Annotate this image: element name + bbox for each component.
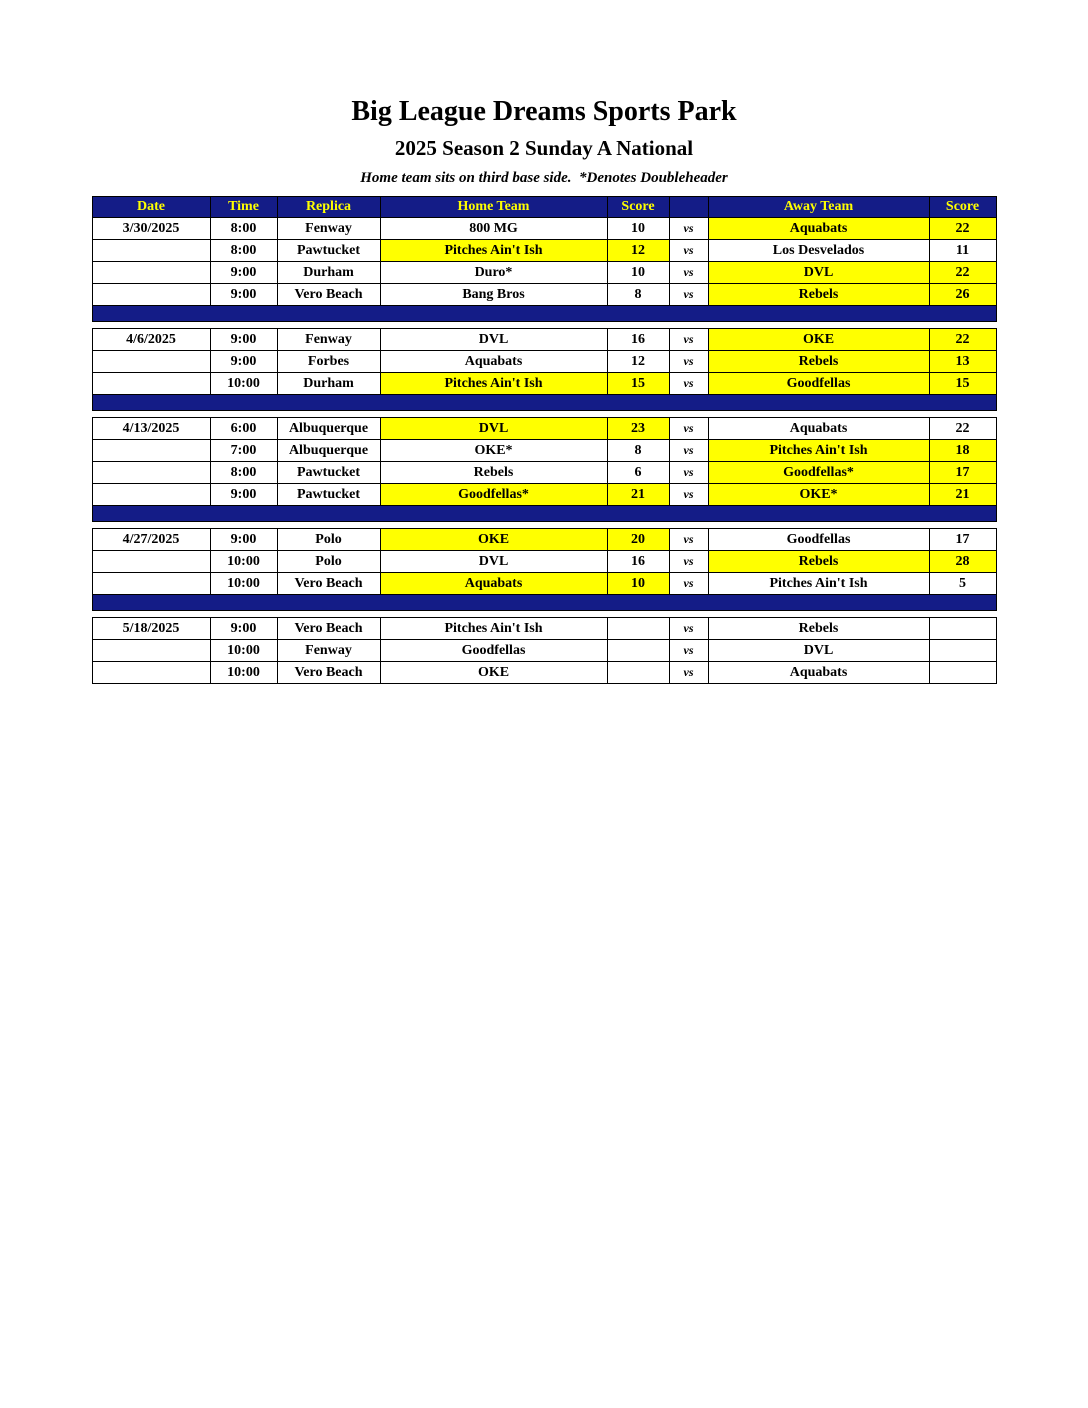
separator-fill <box>92 395 996 411</box>
group-gap <box>92 522 996 529</box>
time-cell: 9:00 <box>210 618 277 640</box>
home-score-cell: 10 <box>607 218 669 240</box>
replica-cell: Durham <box>277 373 380 395</box>
replica-cell: Polo <box>277 551 380 573</box>
schedule-row <box>92 484 996 506</box>
vs-cell: vs <box>669 462 708 484</box>
home-team-cell: Rebels <box>380 462 607 484</box>
away-team-cell: Rebels <box>708 351 929 373</box>
home-score-cell: 12 <box>607 351 669 373</box>
away-score-cell: 21 <box>929 484 996 506</box>
group-separator-band <box>92 506 996 522</box>
replica-cell: Pawtucket <box>277 462 380 484</box>
time-cell: 9:00 <box>210 351 277 373</box>
away-team-cell: OKE <box>708 329 929 351</box>
schedule-body <box>92 218 996 684</box>
away-team-cell: Aquabats <box>708 662 929 684</box>
group-gap <box>92 611 996 618</box>
schedule-table <box>92 196 997 684</box>
date-cell <box>92 484 210 506</box>
away-team-cell: DVL <box>708 640 929 662</box>
date-cell <box>92 551 210 573</box>
away-team-cell: Rebels <box>708 551 929 573</box>
home-team-cell: OKE* <box>380 440 607 462</box>
schedule-row <box>92 351 996 373</box>
away-score-cell: 22 <box>929 329 996 351</box>
date-cell <box>92 284 210 306</box>
home-score-cell <box>607 662 669 684</box>
header-date: Date <box>92 197 210 218</box>
group-separator-band <box>92 395 996 411</box>
date-cell <box>92 462 210 484</box>
time-cell: 9:00 <box>210 262 277 284</box>
schedule-row <box>92 284 996 306</box>
home-score-cell: 23 <box>607 418 669 440</box>
vs-cell: vs <box>669 262 708 284</box>
home-team-cell: OKE <box>380 529 607 551</box>
home-team-cell: Pitches Ain't Ish <box>380 373 607 395</box>
replica-cell: Fenway <box>277 640 380 662</box>
table-header-row <box>92 197 996 218</box>
vs-cell: vs <box>669 218 708 240</box>
home-score-cell: 16 <box>607 551 669 573</box>
vs-cell: vs <box>669 329 708 351</box>
replica-cell: Polo <box>277 529 380 551</box>
home-score-cell: 16 <box>607 329 669 351</box>
date-cell: 5/18/2025 <box>92 618 210 640</box>
vs-cell: vs <box>669 618 708 640</box>
date-cell <box>92 573 210 595</box>
schedule-row <box>92 373 996 395</box>
schedule-row <box>92 618 996 640</box>
date-cell: 3/30/2025 <box>92 218 210 240</box>
schedule-row <box>92 218 996 240</box>
home-team-cell: Bang Bros <box>380 284 607 306</box>
away-team-cell: OKE* <box>708 484 929 506</box>
away-score-cell: 22 <box>929 262 996 284</box>
vs-cell: vs <box>669 640 708 662</box>
time-cell: 7:00 <box>210 440 277 462</box>
home-team-cell: OKE <box>380 662 607 684</box>
replica-cell: Vero Beach <box>277 573 380 595</box>
vs-cell: vs <box>669 662 708 684</box>
home-team-cell: Aquabats <box>380 573 607 595</box>
time-cell: 10:00 <box>210 573 277 595</box>
home-team-cell: 800 MG <box>380 218 607 240</box>
away-team-cell: DVL <box>708 262 929 284</box>
time-cell: 9:00 <box>210 284 277 306</box>
schedule-row <box>92 529 996 551</box>
time-cell: 10:00 <box>210 551 277 573</box>
replica-cell: Fenway <box>277 329 380 351</box>
date-cell <box>92 240 210 262</box>
home-team-cell: Pitches Ain't Ish <box>380 618 607 640</box>
time-cell: 9:00 <box>210 484 277 506</box>
home-score-cell: 12 <box>607 240 669 262</box>
schedule-row <box>92 440 996 462</box>
home-team-cell: Aquabats <box>380 351 607 373</box>
schedule-row <box>92 262 996 284</box>
away-score-cell: 28 <box>929 551 996 573</box>
away-team-cell: Goodfellas <box>708 529 929 551</box>
date-cell <box>92 262 210 284</box>
replica-cell: Vero Beach <box>277 618 380 640</box>
group-separator-band <box>92 306 996 322</box>
vs-cell: vs <box>669 373 708 395</box>
home-team-cell: DVL <box>380 418 607 440</box>
vs-cell: vs <box>669 484 708 506</box>
home-team-cell: Goodfellas* <box>380 484 607 506</box>
schedule-row <box>92 640 996 662</box>
separator-fill <box>92 306 996 322</box>
away-team-cell: Aquabats <box>708 418 929 440</box>
replica-cell: Albuquerque <box>277 440 380 462</box>
vs-cell: vs <box>669 551 708 573</box>
date-cell <box>92 440 210 462</box>
group-separator-band <box>92 595 996 611</box>
date-cell <box>92 662 210 684</box>
schedule-row <box>92 573 996 595</box>
away-score-cell: 26 <box>929 284 996 306</box>
replica-cell: Pawtucket <box>277 240 380 262</box>
time-cell: 8:00 <box>210 462 277 484</box>
header-away-team: Away Team <box>708 197 929 218</box>
replica-cell: Durham <box>277 262 380 284</box>
time-cell: 10:00 <box>210 373 277 395</box>
away-score-cell: 17 <box>929 462 996 484</box>
away-score-cell: 17 <box>929 529 996 551</box>
replica-cell: Pawtucket <box>277 484 380 506</box>
vs-cell: vs <box>669 573 708 595</box>
replica-cell: Vero Beach <box>277 284 380 306</box>
away-score-cell: 13 <box>929 351 996 373</box>
separator-fill <box>92 595 996 611</box>
away-team-cell: Rebels <box>708 618 929 640</box>
replica-cell: Vero Beach <box>277 662 380 684</box>
away-team-cell: Goodfellas <box>708 373 929 395</box>
away-team-cell: Rebels <box>708 284 929 306</box>
date-cell: 4/6/2025 <box>92 329 210 351</box>
header-home-score: Score <box>607 197 669 218</box>
home-score-cell <box>607 640 669 662</box>
header-time: Time <box>210 197 277 218</box>
away-score-cell: 5 <box>929 573 996 595</box>
separator-fill <box>92 506 996 522</box>
away-team-cell: Pitches Ain't Ish <box>708 573 929 595</box>
date-cell <box>92 640 210 662</box>
home-score-cell: 20 <box>607 529 669 551</box>
home-team-cell: DVL <box>380 551 607 573</box>
home-score-cell: 10 <box>607 262 669 284</box>
home-score-cell: 8 <box>607 440 669 462</box>
date-cell: 4/13/2025 <box>92 418 210 440</box>
schedule-row <box>92 329 996 351</box>
vs-cell: vs <box>669 529 708 551</box>
gap-fill <box>92 322 996 329</box>
page-subtitle: 2025 Season 2 Sunday A National <box>394 136 694 161</box>
away-score-cell: 18 <box>929 440 996 462</box>
home-team-cell: DVL <box>380 329 607 351</box>
replica-cell: Forbes <box>277 351 380 373</box>
date-cell <box>92 351 210 373</box>
away-team-cell: Aquabats <box>708 218 929 240</box>
time-cell: 6:00 <box>210 418 277 440</box>
gap-fill <box>92 411 996 418</box>
time-cell: 9:00 <box>210 529 277 551</box>
vs-cell: vs <box>669 240 708 262</box>
away-score-cell: 15 <box>929 373 996 395</box>
header-vs <box>669 197 708 218</box>
away-team-cell: Pitches Ain't Ish <box>708 440 929 462</box>
home-team-cell: Pitches Ain't Ish <box>380 240 607 262</box>
replica-cell: Albuquerque <box>277 418 380 440</box>
vs-cell: vs <box>669 440 708 462</box>
time-cell: 8:00 <box>210 240 277 262</box>
away-team-cell: Los Desvelados <box>708 240 929 262</box>
group-gap <box>92 322 996 329</box>
time-cell: 8:00 <box>210 218 277 240</box>
time-cell: 9:00 <box>210 329 277 351</box>
header-away-score: Score <box>929 197 996 218</box>
vs-cell: vs <box>669 418 708 440</box>
gap-fill <box>92 611 996 618</box>
time-cell: 10:00 <box>210 662 277 684</box>
home-team-cell: Duro* <box>380 262 607 284</box>
away-score-cell: 11 <box>929 240 996 262</box>
home-score-cell: 21 <box>607 484 669 506</box>
home-score-cell <box>607 618 669 640</box>
time-cell: 10:00 <box>210 640 277 662</box>
home-team-note: Home team sits on third base side. *Denotes Doubleheader <box>360 170 728 187</box>
group-gap <box>92 411 996 418</box>
replica-cell: Fenway <box>277 218 380 240</box>
home-score-cell: 15 <box>607 373 669 395</box>
schedule-row <box>92 418 996 440</box>
header-home-team: Home Team <box>380 197 607 218</box>
home-score-cell: 6 <box>607 462 669 484</box>
away-score-cell: 22 <box>929 418 996 440</box>
away-score-cell <box>929 662 996 684</box>
page-title: Big League Dreams Sports Park <box>351 96 737 127</box>
away-score-cell <box>929 618 996 640</box>
header-replica: Replica <box>277 197 380 218</box>
date-cell: 4/27/2025 <box>92 529 210 551</box>
vs-cell: vs <box>669 284 708 306</box>
away-team-cell: Goodfellas* <box>708 462 929 484</box>
document-page <box>0 0 1088 684</box>
gap-fill <box>92 522 996 529</box>
away-score-cell: 22 <box>929 218 996 240</box>
schedule-row <box>92 662 996 684</box>
vs-cell: vs <box>669 351 708 373</box>
home-score-cell: 10 <box>607 573 669 595</box>
schedule-row <box>92 462 996 484</box>
home-score-cell: 8 <box>607 284 669 306</box>
away-score-cell <box>929 640 996 662</box>
date-cell <box>92 373 210 395</box>
schedule-row <box>92 240 996 262</box>
schedule-row <box>92 551 996 573</box>
home-team-cell: Goodfellas <box>380 640 607 662</box>
